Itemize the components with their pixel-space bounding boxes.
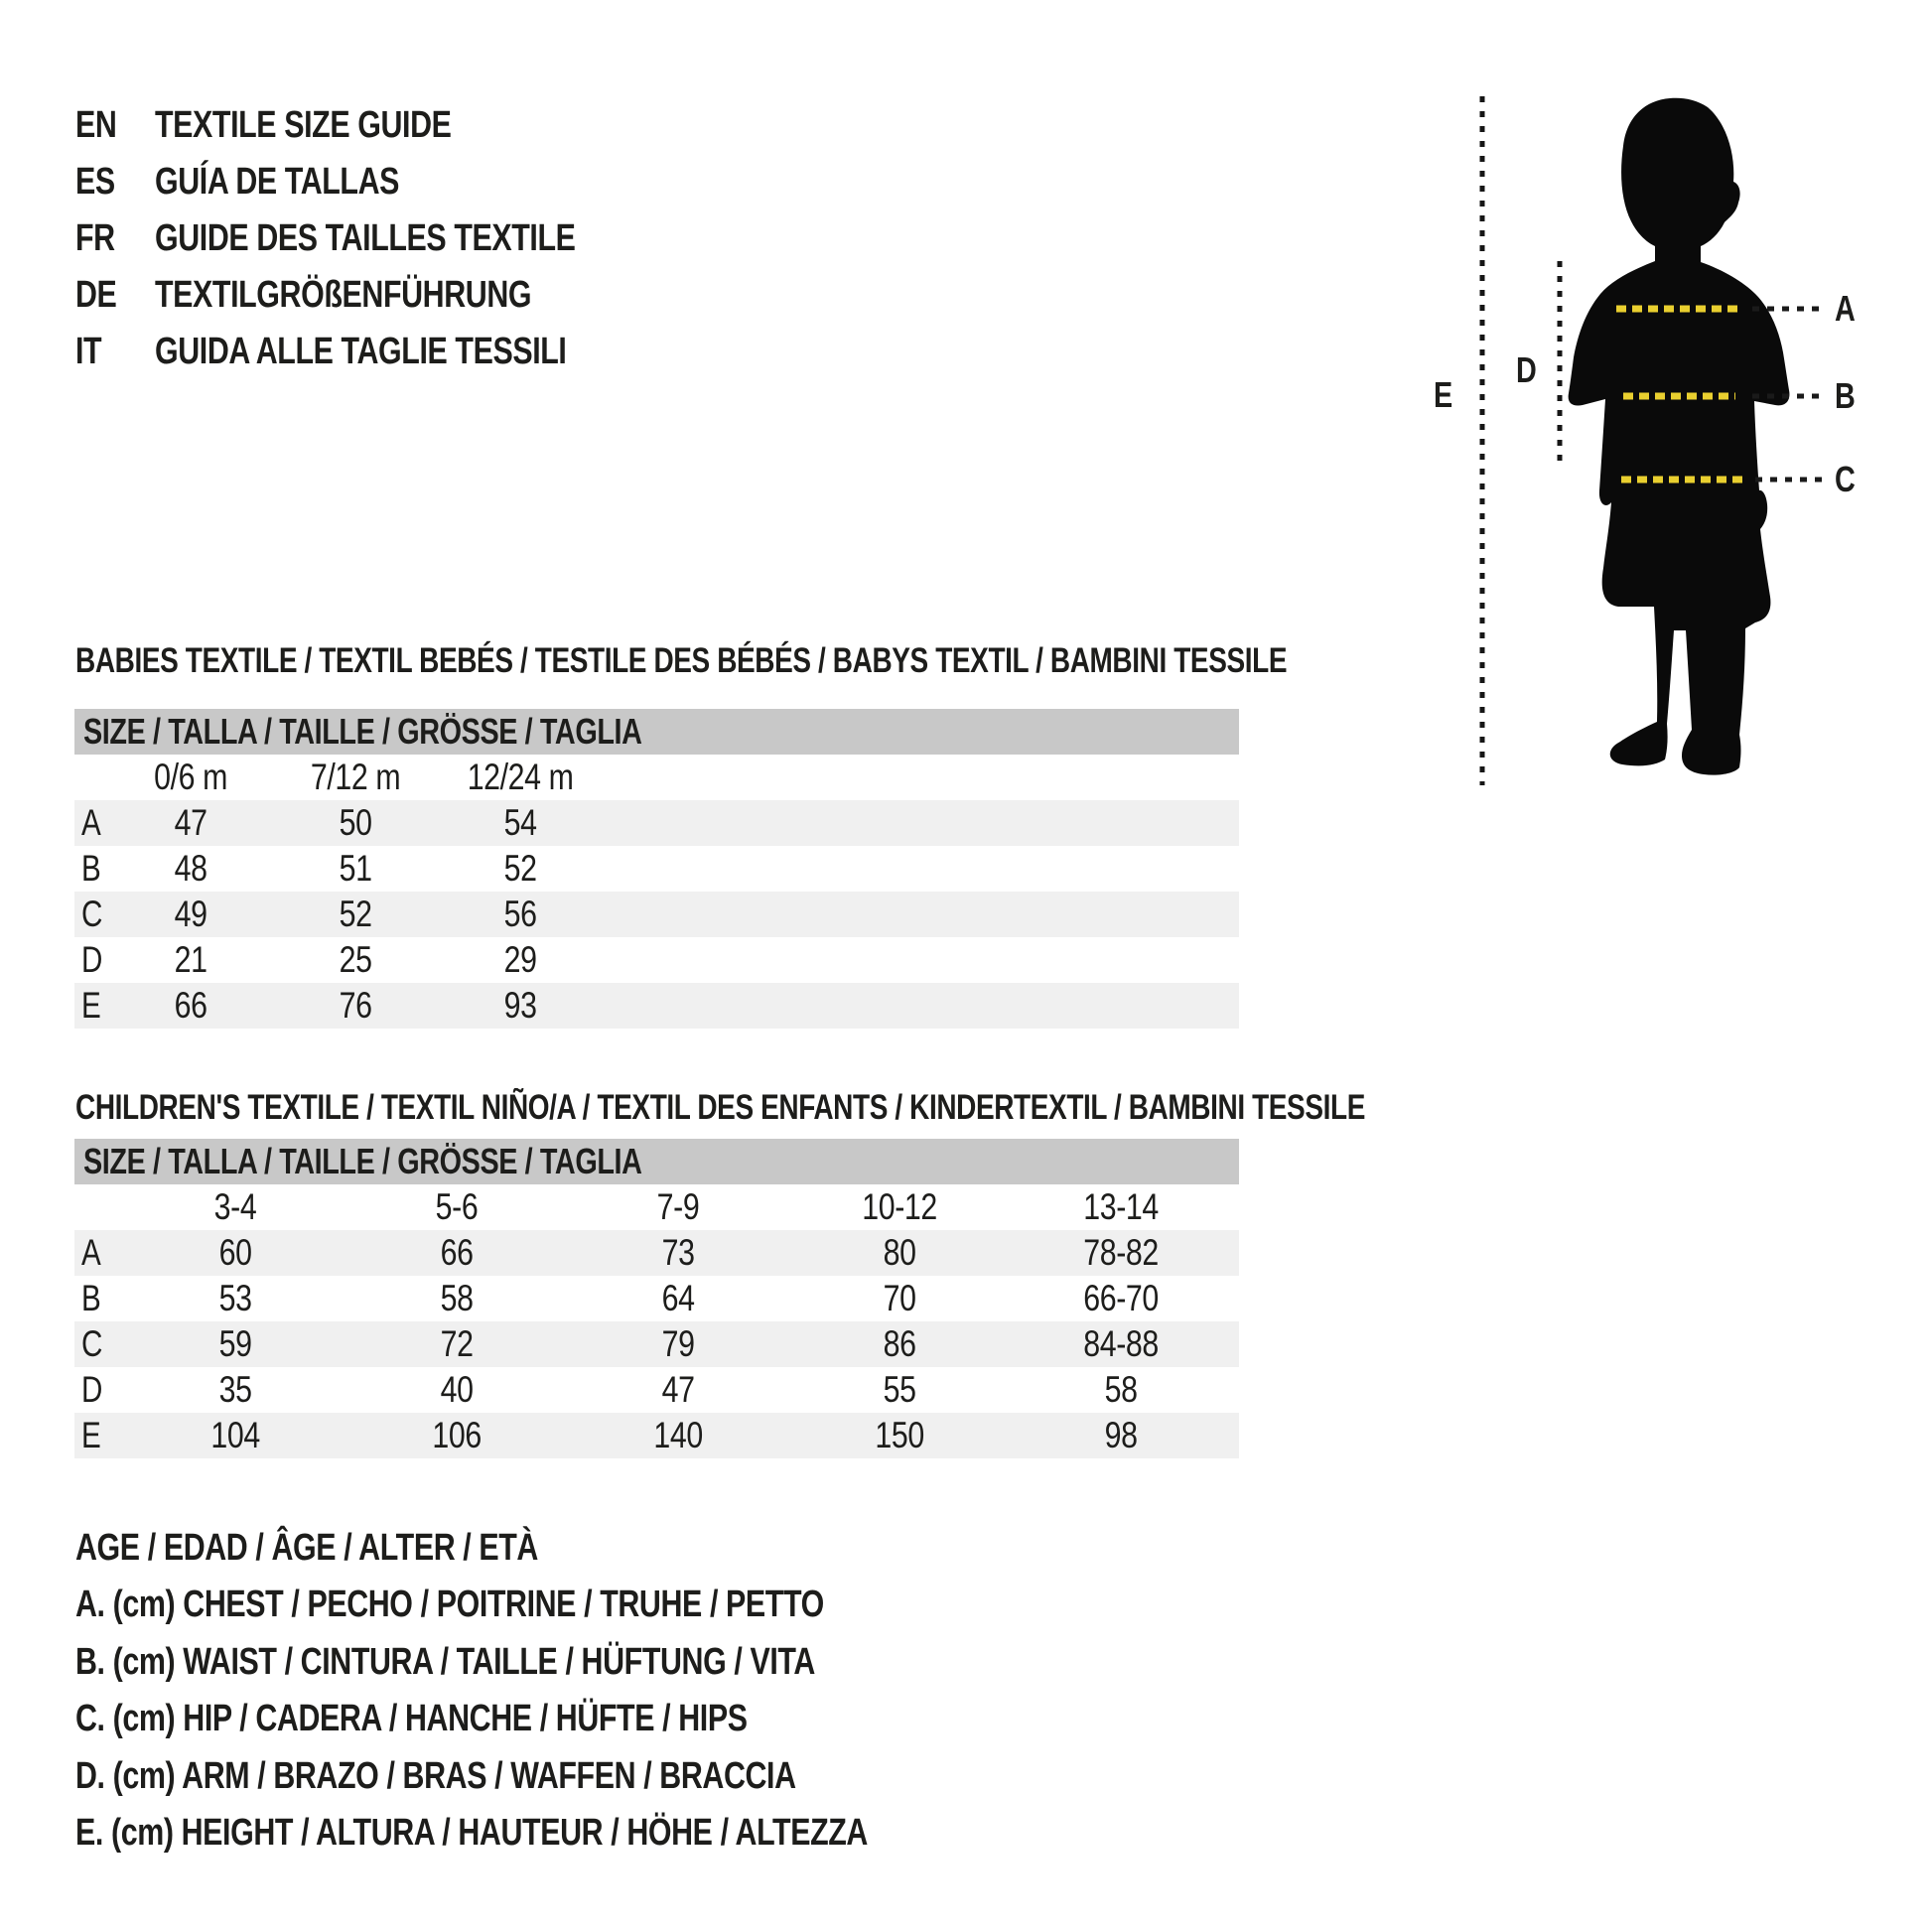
cell-value: 150 xyxy=(875,1415,924,1455)
legend-height: E. (cm) HEIGHT / ALTURA / HAUTEUR / HÖHE / ALTEZZA xyxy=(75,1812,868,1854)
cell-value: 51 xyxy=(339,848,372,889)
language-code: DE xyxy=(75,274,117,316)
cell-value: 49 xyxy=(174,894,207,934)
measure-label-c: C xyxy=(1835,459,1856,499)
babies-section-heading: BABIES TEXTILE / TEXTIL BEBÉS / TESTILE DES BÉBÉS / BABYS TEXTIL / BAMBINI TESSILE xyxy=(75,641,1288,680)
cell-value: 76 xyxy=(339,985,372,1026)
cell-value: 104 xyxy=(210,1415,260,1455)
cell-value: 58 xyxy=(1104,1369,1138,1410)
language-row-fr xyxy=(75,216,680,260)
row-label: D xyxy=(81,939,102,980)
row-label: C xyxy=(81,894,102,934)
children-size-table xyxy=(74,1139,1239,1458)
cell-value: 86 xyxy=(883,1323,916,1364)
cell-value: 50 xyxy=(339,802,372,843)
cell-value: 66 xyxy=(440,1232,474,1273)
cell-value: 98 xyxy=(1104,1415,1138,1455)
cell-value: 29 xyxy=(503,939,537,980)
row-label: D xyxy=(81,1369,102,1410)
column-header: 0/6 m xyxy=(154,757,227,797)
cell-value: 52 xyxy=(339,894,372,934)
row-label: C xyxy=(81,1323,102,1364)
size-bar: SIZE / TALLA / TAILLE / GRÖSSE / TAGLIA xyxy=(74,709,1239,755)
row-label: E xyxy=(81,985,101,1026)
cell-value: 53 xyxy=(218,1278,252,1318)
column-header: 7/12 m xyxy=(310,757,401,797)
legend-arm: D. (cm) ARM / BRAZO / BRAS / WAFFEN / BRACCIA xyxy=(75,1755,796,1797)
table-row xyxy=(74,800,1239,846)
cell-value: 48 xyxy=(174,848,207,889)
cell-value: 47 xyxy=(174,802,207,843)
child-silhouette xyxy=(1569,98,1790,775)
table-row xyxy=(74,1276,1239,1321)
language-row-it xyxy=(75,330,669,373)
language-title: TEXTILE SIZE GUIDE xyxy=(155,104,452,146)
row-label: B xyxy=(81,1278,101,1318)
table-row xyxy=(74,1367,1239,1413)
cell-value: 52 xyxy=(503,848,537,889)
table-row xyxy=(74,937,1239,983)
column-header: 3-4 xyxy=(213,1186,257,1227)
table-row xyxy=(74,1230,1239,1276)
column-header: 5-6 xyxy=(435,1186,479,1227)
language-title: TEXTILGRÖßENFÜHRUNG xyxy=(155,274,532,316)
cell-value: 66-70 xyxy=(1083,1278,1159,1318)
cell-value: 54 xyxy=(503,802,537,843)
cell-value: 56 xyxy=(503,894,537,934)
cell-value: 21 xyxy=(174,939,207,980)
cell-value: 25 xyxy=(339,939,372,980)
legend-waist: B. (cm) WAIST / CINTURA / TAILLE / HÜFTUNG / VITA xyxy=(75,1641,815,1683)
cell-value: 93 xyxy=(503,985,537,1026)
column-header: 13-14 xyxy=(1083,1186,1159,1227)
measure-label-e: E xyxy=(1434,374,1452,415)
cell-value: 55 xyxy=(883,1369,916,1410)
cell-value: 106 xyxy=(432,1415,482,1455)
cell-value: 35 xyxy=(218,1369,252,1410)
children-column-header-row xyxy=(74,1184,1239,1230)
legend-age: AGE / EDAD / ÂGE / ALTER / ETÀ xyxy=(75,1527,538,1569)
cell-value: 47 xyxy=(661,1369,695,1410)
babies-column-header-row xyxy=(74,755,1239,800)
legend-chest: A. (cm) CHEST / PECHO / POITRINE / TRUHE / PETTO xyxy=(75,1584,824,1625)
column-header: 12/24 m xyxy=(467,757,574,797)
cell-value: 78-82 xyxy=(1083,1232,1159,1273)
language-row-en xyxy=(75,103,525,147)
cell-value: 84-88 xyxy=(1083,1323,1159,1364)
cell-value: 79 xyxy=(661,1323,695,1364)
babies-size-table xyxy=(74,709,1239,1029)
table-row xyxy=(74,846,1239,892)
cell-value: 66 xyxy=(174,985,207,1026)
row-label: A xyxy=(81,802,101,843)
cell-value: 59 xyxy=(218,1323,252,1364)
language-title: GUÍA DE TALLAS xyxy=(155,161,400,203)
cell-value: 140 xyxy=(653,1415,703,1455)
column-header: 7-9 xyxy=(656,1186,700,1227)
cell-value: 64 xyxy=(661,1278,695,1318)
table-row xyxy=(74,983,1239,1029)
table-row xyxy=(74,1321,1239,1367)
language-row-es xyxy=(75,160,461,204)
language-code: IT xyxy=(75,331,102,372)
measure-label-d: D xyxy=(1516,349,1537,390)
legend-hip: C. (cm) HIP / CADERA / HANCHE / HÜFTE / HIPS xyxy=(75,1698,748,1739)
table-row xyxy=(74,892,1239,937)
language-code: EN xyxy=(75,104,117,146)
cell-value: 70 xyxy=(883,1278,916,1318)
column-header: 10-12 xyxy=(862,1186,937,1227)
language-title: GUIDE DES TAILLES TEXTILE xyxy=(155,217,576,259)
row-label: E xyxy=(81,1415,101,1455)
child-measurement-diagram xyxy=(1420,60,1932,844)
size-bar: SIZE / TALLA / TAILLE / GRÖSSE / TAGLIA xyxy=(74,1139,1239,1184)
cell-value: 73 xyxy=(661,1232,695,1273)
language-code: FR xyxy=(75,217,115,259)
children-section-heading: CHILDREN'S TEXTILE / TEXTIL NIÑO/A / TEXTIL DES ENFANTS / KINDERTEXTIL / BAMBINI TESSILE xyxy=(75,1088,1365,1127)
row-label: A xyxy=(81,1232,101,1273)
cell-value: 80 xyxy=(883,1232,916,1273)
cell-value: 72 xyxy=(440,1323,474,1364)
row-label: B xyxy=(81,848,101,889)
cell-value: 58 xyxy=(440,1278,474,1318)
measure-label-a: A xyxy=(1835,288,1856,329)
language-code: ES xyxy=(75,161,115,203)
cell-value: 60 xyxy=(218,1232,252,1273)
language-row-de xyxy=(75,273,625,317)
language-title: GUIDA ALLE TAGLIE TESSILI xyxy=(155,331,567,372)
cell-value: 40 xyxy=(440,1369,474,1410)
measure-label-b: B xyxy=(1835,375,1856,416)
table-row xyxy=(74,1413,1239,1458)
